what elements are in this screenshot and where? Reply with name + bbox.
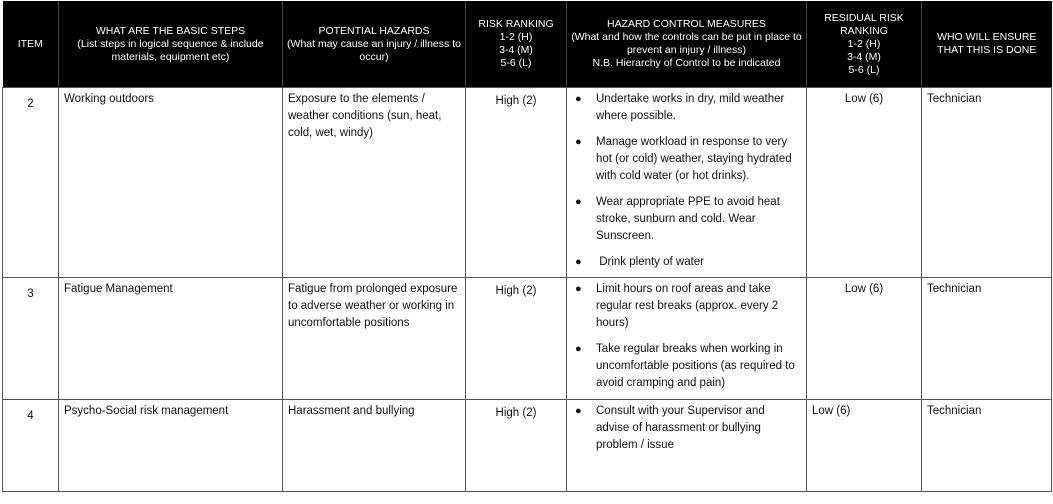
header-row [3, 1, 1052, 88]
cell-item: 4 [3, 400, 59, 492]
header-steps: WHAT ARE THE BASIC STEPS (List steps in logical sequence & include materials, equipment etc) [59, 1, 283, 88]
cell-controls [567, 88, 807, 278]
bullet-icon: ● [575, 136, 582, 148]
cell-residual: Low (6) [807, 400, 922, 492]
control-list [572, 281, 801, 392]
cell-step: Working outdoors [59, 88, 283, 278]
cell-who: Technician [922, 278, 1052, 400]
cell-who: Technician [922, 88, 1052, 278]
risk-assessment-table [2, 1, 1052, 492]
cell-risk: High (2) [466, 88, 567, 278]
cell-risk: High (2) [466, 278, 567, 400]
header-risk-ranking: RISK RANKING 1-2 (H) 3-4 (M) 5-6 (L) [466, 1, 567, 88]
header-who: WHO WILL ENSURE THAT THIS IS DONE [922, 1, 1052, 88]
list-item: ● Limit hours on roof areas and take regular rest breaks (approx. every 2 hours) [575, 283, 779, 329]
table-row [3, 88, 1052, 278]
list-item: ● Take regular breaks when working in uncomfortable positions (as required to avoid cramping and pain) [575, 343, 795, 389]
cell-hazard: Harassment and bullying [283, 400, 466, 492]
list-item: ● Wear appropriate PPE to avoid heat stroke, sunburn and cold. Wear Sunscreen. [575, 196, 780, 242]
header-residual-risk: RESIDUAL RISK RANKING 1-2 (H) 3-4 (M) 5-6 (L) [807, 1, 922, 88]
cell-controls [567, 278, 807, 400]
header-hazards: POTENTIAL HAZARDS (What may cause an injury / illness to occur) [283, 1, 466, 88]
bullet-icon: ● [575, 343, 582, 355]
cell-hazard: Exposure to the elements / weather conditions (sun, heat, cold, wet, windy) [283, 88, 466, 278]
bullet-icon: ● [575, 196, 582, 208]
cell-step: Fatigue Management [59, 278, 283, 400]
header-item: ITEM [3, 1, 59, 88]
cell-hazard: Fatigue from prolonged exposure to adverse weather or working in uncomfortable positions [283, 278, 466, 400]
list-item: ● Consult with your Supervisor and advise of harassment or bullying problem / issue [575, 405, 765, 451]
cell-residual: Low (6) [807, 88, 922, 278]
list-item: ● Manage workload in response to very hot (or cold) weather, staying hydrated with cold water (or hot drinks). [575, 136, 792, 182]
bullet-icon: ● [575, 283, 582, 295]
cell-residual: Low (6) [807, 278, 922, 400]
cell-item: 2 [3, 88, 59, 278]
bullet-icon: ● [575, 93, 582, 105]
bullet-icon: ● [575, 405, 582, 417]
cell-step: Psycho-Social risk management [59, 400, 283, 492]
cell-risk: High (2) [466, 400, 567, 492]
cell-who: Technician [922, 400, 1052, 492]
table-row [3, 400, 1052, 492]
cell-controls [567, 400, 807, 492]
bullet-icon: ● [575, 256, 582, 268]
table-row [3, 278, 1052, 400]
list-item: ● Undertake works in dry, mild weather where possible. [575, 93, 785, 122]
list-item: ● Drink plenty of water [572, 254, 801, 271]
control-list [572, 91, 801, 271]
cell-item: 3 [3, 278, 59, 400]
header-control-measures: HAZARD CONTROL MEASURES (What and how the controls can be put in place to prevent an injury / illness) N.B. Hierarchy of Control to be indicated [567, 1, 807, 88]
control-list [572, 403, 801, 454]
